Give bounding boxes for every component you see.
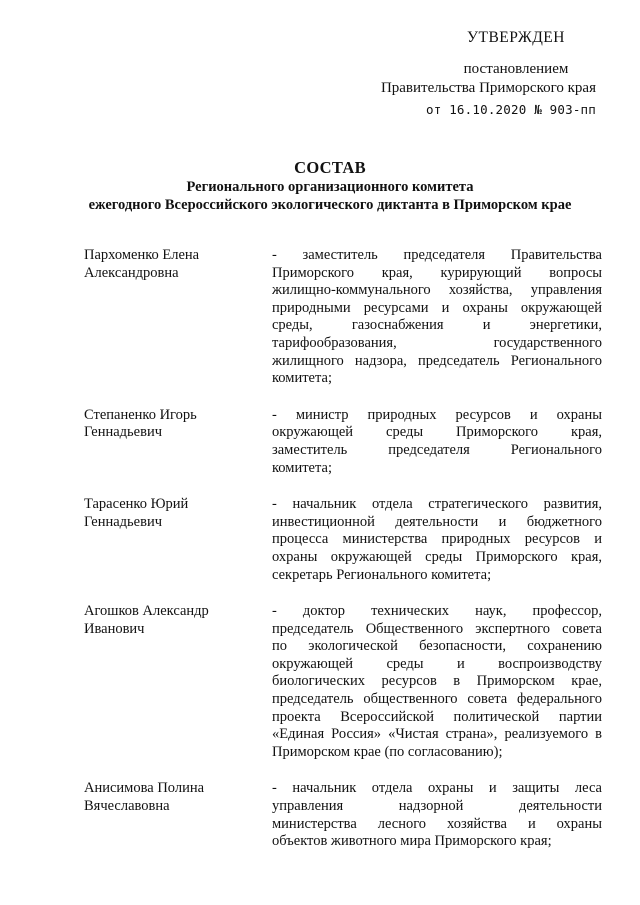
committee-member	[84, 603, 604, 761]
member-position-line: жилищного надзора, председатель Регионального	[272, 352, 602, 369]
member-position-line: - начальник отдела стратегического развития,	[272, 496, 602, 513]
member-position-line: охраны окружающей среды Приморского края,	[272, 548, 602, 565]
member-name	[84, 247, 272, 388]
document-title	[40, 158, 620, 214]
member-position-line: - министр природных ресурсов и охраны	[272, 406, 602, 423]
committee-member	[84, 247, 604, 388]
member-position-line: биологических ресурсов в Приморском крае,	[272, 673, 602, 690]
title-line-1: СОСТАВ	[294, 158, 366, 177]
member-name-line: Вячеславовна	[84, 798, 170, 815]
member-position-line: Приморском крае (по согласованию);	[272, 743, 503, 760]
member-name-line: Анисимова Полина	[84, 780, 205, 797]
approval-stamp	[366, 28, 596, 119]
member-position-line: - заместитель председателя Правительства	[272, 247, 602, 263]
member-position-line: объектов животного мира Приморского края;	[272, 833, 552, 850]
member-position-line: природными ресурсами и охраны окружающей	[272, 299, 602, 316]
member-position-line: - начальник отдела охраны и защиты леса	[272, 780, 602, 797]
member-name-line: Иванович	[84, 620, 145, 637]
member-position-line: жилищно-коммунального хозяйства, управления	[272, 282, 602, 299]
member-position-line: инвестиционной деятельности и бюджетного	[272, 513, 602, 530]
member-name	[84, 780, 272, 850]
member-position-line: процесса министерства природных ресурсов и	[272, 531, 602, 548]
member-position-line: окружающей среды и воспроизводству	[272, 655, 602, 672]
member-position-line: проекта Всероссийской политической партии	[272, 708, 602, 725]
committee-members-list	[84, 247, 604, 870]
member-name-line: Степаненко Игорь	[84, 406, 197, 423]
member-position	[272, 407, 602, 477]
member-name-line: Геннадьевич	[84, 513, 162, 530]
member-name-line: Пархоменко Елена	[84, 247, 200, 263]
title-line-2: Регионального организационного комитета	[186, 179, 474, 195]
government-label: Правительства Приморского края	[380, 80, 596, 96]
member-position-line: комитета;	[272, 370, 332, 387]
member-position	[272, 496, 602, 584]
member-name-line: Геннадьевич	[84, 424, 162, 441]
member-position-line: председатель Общественного экспертного совета	[272, 620, 602, 637]
member-position-line: секретарь Регионального комитета;	[272, 566, 492, 583]
member-name-line: Александровна	[84, 264, 179, 281]
member-position-line: окружающей среды Приморского края,	[272, 424, 602, 441]
member-position	[272, 603, 602, 761]
member-position-line: по экологической безопасности, сохранению	[272, 638, 602, 655]
member-position-line: министерства лесного хозяйства и охраны	[272, 815, 602, 832]
resolution-date-number: от 16.10.2020 № 903-пп	[426, 102, 596, 117]
member-name	[84, 407, 272, 477]
member-name	[84, 496, 272, 584]
member-position-line: председатель общественного совета федерального	[272, 691, 602, 708]
approved-label: УТВЕРЖДЕН	[467, 29, 565, 46]
member-name	[84, 603, 272, 761]
member-name-line: Тарасенко Юрий	[84, 496, 189, 513]
member-position-line: Приморского края, курирующий вопросы	[272, 264, 602, 281]
member-position-line: заместитель председателя Регионального	[272, 441, 602, 458]
member-position-line: управления надзорной деятельности	[272, 798, 602, 815]
member-name-line: Агошков Александр	[84, 603, 209, 620]
committee-member	[84, 780, 604, 850]
member-position	[272, 247, 602, 388]
member-position-line: среды, газоснабжения и энергетики,	[272, 317, 602, 334]
member-position-line: - доктор технических наук, профессор,	[272, 603, 602, 620]
approved-by-label: постановлением	[463, 61, 569, 77]
committee-member	[84, 496, 604, 584]
member-position	[272, 780, 602, 850]
member-position-line: комитета;	[272, 459, 332, 476]
member-position-line: тарифообразования, государственного	[272, 334, 602, 351]
member-position-line: «Единая Россия» «Чистая страна», реализуемого в	[272, 726, 602, 743]
title-line-3: ежегодного Всероссийского экологического диктанта в Приморском крае	[88, 197, 572, 213]
committee-member	[84, 407, 604, 477]
